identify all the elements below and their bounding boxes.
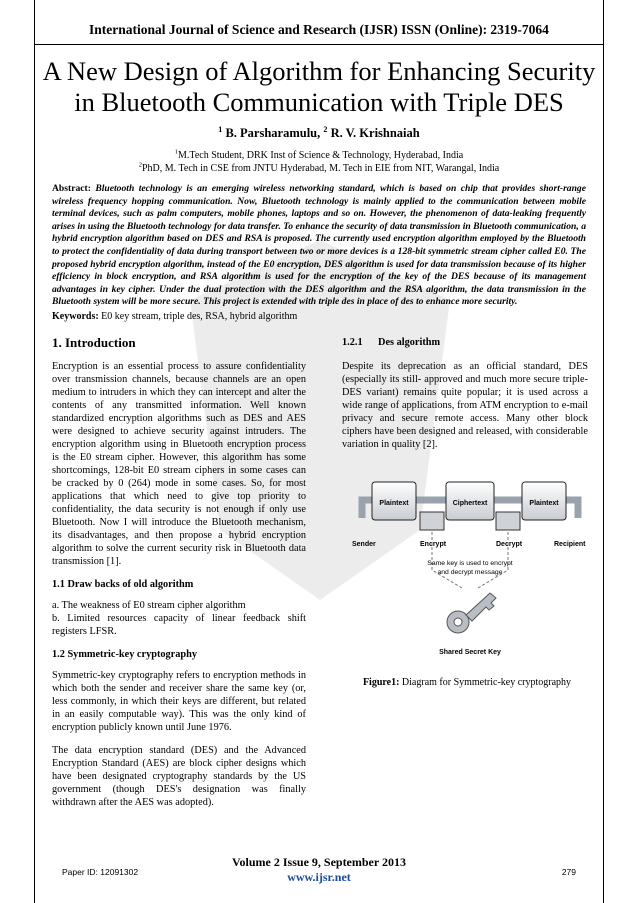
keywords-text: E0 key stream, triple des, RSA, hybrid algorithm (101, 311, 298, 322)
author-2: R. V. Krishnaiah (330, 126, 420, 140)
document-icon-plaintext-2 (522, 482, 566, 520)
label-plaintext-1: Plaintext (379, 500, 409, 507)
affiliation-1-text: M.Tech Student, DRK Inst of Science & Technology, Hyderabad, India (178, 150, 464, 161)
aff1-superscript: 1 (174, 148, 179, 156)
keywords (52, 311, 586, 322)
footer-page-number: 279 (561, 867, 576, 877)
label-encrypt: Encrypt (420, 541, 447, 548)
label-sender: Sender (352, 541, 376, 548)
affiliation-1 (0, 150, 638, 161)
left-column (52, 334, 306, 819)
label-ciphertext: Ciphertext (452, 500, 488, 507)
symmetric-paragraph: Symmetric-key cryptography refers to encryption methods in which both the sender and receiver share the same key (or, less commonly, in which their keys are different, but related in an easily computable way). This was the only kind of encryption publicly known until June 1976. (52, 670, 306, 733)
abstract-label: Abstract: (52, 183, 91, 194)
footer-volume: Volume 2 Issue 9, September 2013 (231, 855, 406, 869)
drawback-item-b: b. Limited resources capacity of linear feedback shift registers LFSR. (52, 613, 306, 637)
key-icon (447, 593, 496, 633)
label-plaintext-2: Plaintext (529, 500, 559, 507)
des-paragraph: Despite its deprecation as an official standard, DES (especially its still- approved and much more secure triple-DES variant) remains quite popular; it is used across a wide range of applications, from ATM encryption to e-mail privacy and secure remote access. Many other block ciphers have been designed and released, with considerable variation in quality [2]. (342, 361, 588, 450)
symmetric-key-diagram (350, 470, 590, 670)
section-heading-drawbacks: 1.1 Draw backs of old algorithm (52, 579, 194, 590)
authors (0, 126, 638, 141)
label-decrypt: Decrypt (496, 541, 523, 548)
drawback-item-a: a. The weakness of E0 stream cipher algorithm (52, 600, 246, 611)
section-heading-introduction: 1. Introduction (52, 335, 136, 350)
author-1: B. Parsharamulu, (225, 126, 321, 140)
introduction-paragraph: Encryption is an essential process to assure confidentiality over transmission channels, because channels are an open medium to intruders in which they can intercept and alter the contents of any transmitted information. Well known standardized encryption algorithms such as DES and AES were designed to achieve security against intruders. The encryption algorithm using in Bluetooth encryption process is the E0 stream cipher. However, this algorithm has some shortcomings, 128-bit E0 stream ciphers in some cases can be cracked by 0 (264) mode in some cases. So, for most applications that which need to give top priority to confidentiality, the data security is not enough if only use Bluetooth. Now I will introduce the Bluetooth mechanism, its disadvantages, and then propose a hybrid encryption algorithm to solve the current security risk in Bluetooth data transmission [1]. (52, 361, 306, 567)
abstract-text: Bluetooth technology is an emerging wireless networking standard, which is based on chip that provides short-range wireless frequency hopping communication. Now, Bluetooth technology is mainly applied to the communication between mobile terminal devices, such as palm computers, mobile phones, laptops and so on. However, the phenomenon of data-leaking frequently arises in using the Bluetooth technology for data transfer. To enhance the security of data transmission in Bluetooth communication, a hybrid encryption algorithm based on DES and RSA is proposed. The currently used encryption algorithm employed by the Bluetooth to protect the confidentiality of data during transport between two or more devices is a 128-bit symmetric stream cipher called E0. The proposed hybrid encryption algorithm, instead of the E0 encryption, DES algorithm is used for data transmission because of its higher efficiency in block encryption, and RSA algorithm is used for the encryption of the key of the DES because of its management advantages in key cipher. Under the dual protection with the DES algorithm and the RSA algorithm, the data transmission in the Bluetooth system will be more secure. This project is extended with triple des in place of des to enhance more security. (52, 183, 586, 308)
label-shared-secret-key: Shared Secret Key (439, 649, 501, 656)
section-heading-des: 1.2.1 Des algorithm (342, 337, 441, 348)
affiliation-2-text: PhD, M. Tech in CSE from JNTU Hyderabad, M. Tech in EIE from NIT, Warangal, India (141, 163, 500, 174)
author1-superscript: 1 (218, 124, 223, 134)
header-rule (34, 44, 604, 45)
label-recipient: Recipient (554, 541, 586, 548)
document-icon-plaintext-1 (372, 482, 416, 520)
abstract (52, 183, 586, 309)
right-column (342, 334, 588, 461)
document-icon-ciphertext (446, 482, 494, 520)
footer-url[interactable]: www.ijsr.net (287, 870, 351, 884)
author2-superscript: 2 (323, 124, 328, 134)
figure-caption (342, 677, 592, 688)
figure-caption-text: Diagram for Symmetric-key cryptography (401, 677, 572, 688)
label-key-note-2: and decrypt message (437, 569, 503, 576)
keywords-label: Keywords: (52, 311, 99, 322)
affiliation-2 (0, 163, 638, 174)
encrypt-box (420, 512, 444, 530)
des-aes-paragraph: The data encryption standard (DES) and the Advanced Encryption Standard (AES) are block cipher designs which have been designated cryptography standards by the US government (though DES's designation was finally withdrawn after the AES was adopted). (52, 745, 306, 808)
section-heading-symmetric: 1.2 Symmetric-key cryptography (52, 649, 197, 660)
footer-paper-id: Paper ID: 12091302 (62, 867, 139, 877)
label-key-note-1: Same key is used to encrypt (427, 560, 513, 567)
journal-header: International Journal of Science and Research (IJSR) ISSN (Online): 2319-7064 (89, 22, 549, 37)
figure-caption-label: Figure1: (362, 677, 400, 688)
decrypt-box (496, 512, 520, 530)
paper-title: A New Design of Algorithm for Enhancing Security in Bluetooth Communication with Triple DES (42, 56, 596, 117)
aff2-superscript: 2 (138, 161, 142, 169)
